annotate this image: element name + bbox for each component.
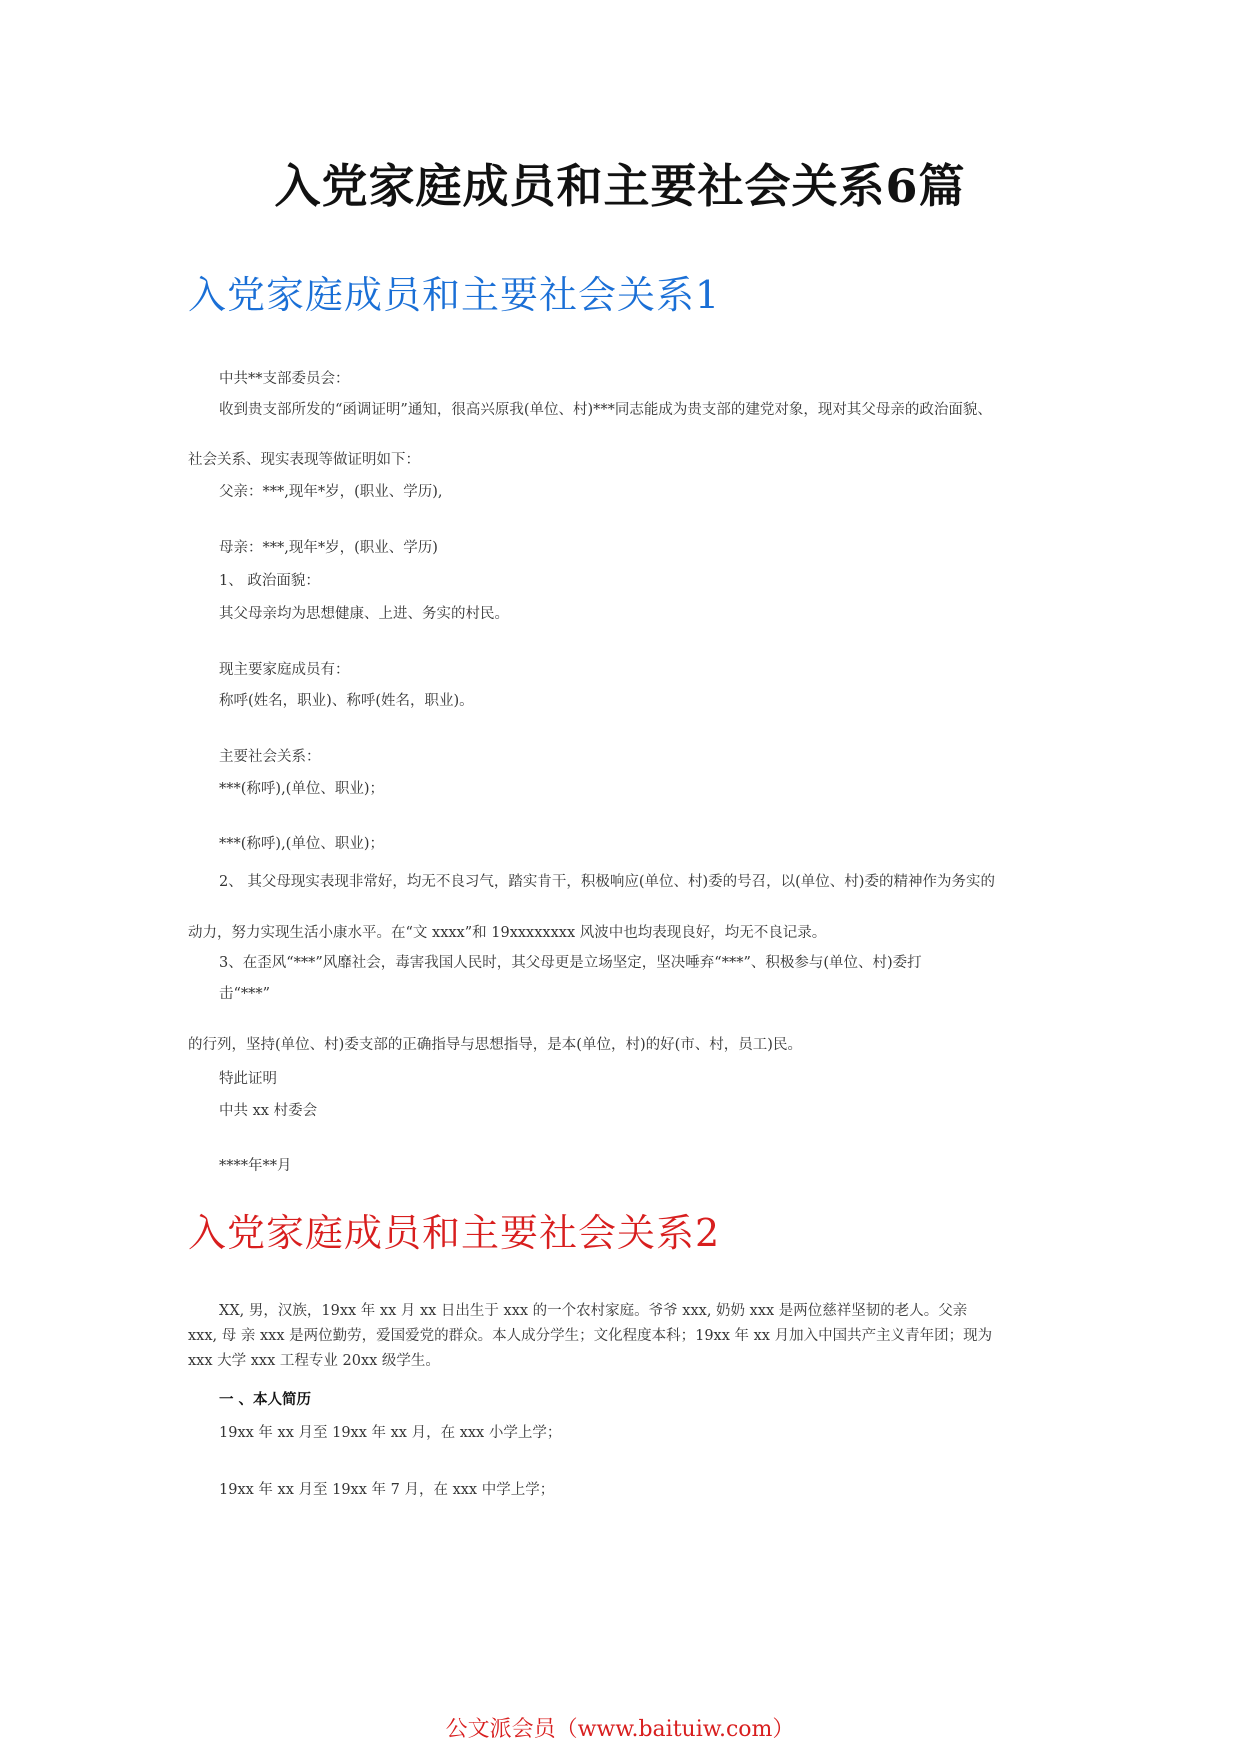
- s1-line-15: 击“***”: [219, 986, 271, 1002]
- document-title: 入党家庭成员和主要社会关系6篇: [274, 159, 966, 213]
- s2-intro-1: xxx, 母 亲 xxx 是两位勤劳，爱国爱党的群众。本人成分学生；文化程度本科；19xx 年 xx 月加入中国共产主义青年团；现为: [188, 1328, 993, 1344]
- s1-line-5: 1、 政治面貌：: [219, 573, 320, 589]
- footer-watermark: 公文派会员（www.baituiw.com）: [445, 1717, 795, 1742]
- s1-line-14: 3、在歪风“***”风靡社会，毒害我国人民时，其父母更是立场坚定，坚决唾弃“***”、积极参与(单位、村)委打: [219, 955, 922, 971]
- s1-line-7: 现主要家庭成员有：: [219, 662, 350, 678]
- s1-line-4: 母亲：***,现年*岁，(职业、学历): [219, 540, 438, 556]
- s1-line-18: 中共 xx 村委会: [219, 1103, 318, 1119]
- s2-line-1: 19xx 年 xx 月至 19xx 年 7 月，在 xxx 中学上学；: [219, 1482, 555, 1498]
- section-1-heading: 入党家庭成员和主要社会关系1: [188, 273, 721, 317]
- s1-line-16: 的行列，坚持(单位、村)委支部的正确指导与思想指导，是本(单位，村)的好(市、村，员工)民。: [188, 1037, 802, 1053]
- s1-line-10: ***(称呼),(单位、职业)；: [219, 781, 384, 797]
- s1-line-17: 特此证明: [219, 1071, 277, 1087]
- s2-subheading: 一 、本人简历: [219, 1392, 312, 1408]
- s1-line-8: 称呼(姓名，职业)、称呼(姓名，职业)。: [219, 693, 474, 709]
- s1-line-6: 其父母亲均为思想健康、上进、务实的村民。: [219, 606, 509, 622]
- s1-line-3: 父亲：***,现年*岁，(职业、学历),: [219, 484, 443, 500]
- s1-line-1: 收到贵支部所发的“函调证明”通知，很高兴原我(单位、村)***同志能成为贵支部的建党对象，现对其父母亲的政治面貌、: [219, 402, 992, 418]
- section-2-heading: 入党家庭成员和主要社会关系2: [188, 1211, 721, 1255]
- s1-line-13: 动力，努力实现生活小康水平。在“文 xxxx”和 19xxxxxxxx 风波中也均表现良好，均无不良记录。: [188, 925, 827, 941]
- s2-intro-0: XX, 男，汉族，19xx 年 xx 月 xx 日出生于 xxx 的一个农村家庭。爷爷 xxx, 奶奶 xxx 是两位慈祥坚韧的老人。父亲: [219, 1303, 968, 1319]
- s2-intro-2: xxx 大学 xxx 工程专业 20xx 级学生。: [188, 1353, 440, 1369]
- s1-line-2: 社会关系、现实表现等做证明如下：: [188, 452, 420, 468]
- s1-line-12: 2、 其父母现实表现非常好，均无不良习气，踏实肯干，积极响应(单位、村)委的号召，以(单位、村)委的精神作为务实的: [219, 874, 995, 890]
- s1-line-19: ****年**月: [219, 1158, 292, 1174]
- s1-line-0: 中共**支部委员会：: [219, 371, 350, 387]
- s1-line-11: ***(称呼),(单位、职业)；: [219, 836, 384, 852]
- s2-line-0: 19xx 年 xx 月至 19xx 年 xx 月，在 xxx 小学上学；: [219, 1425, 562, 1441]
- s1-line-9: 主要社会关系：: [219, 749, 321, 765]
